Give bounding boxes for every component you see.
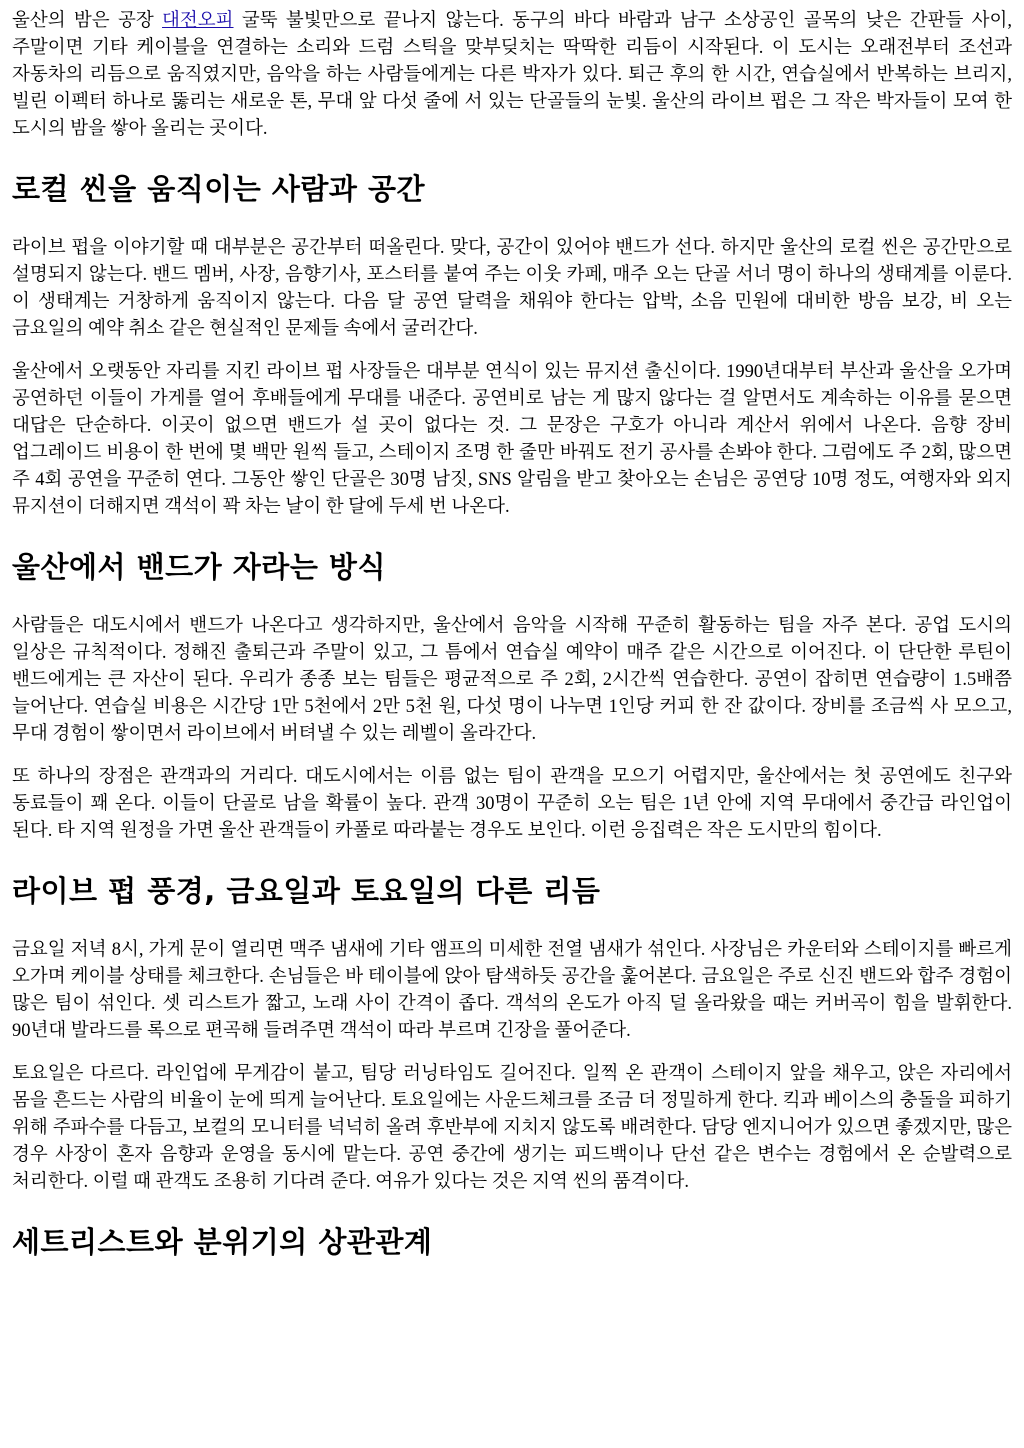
- article: [12, 8, 1012, 1262]
- section-heading-setlist-atmosphere: 세트리스트와 분위기의 상관관계: [12, 1225, 433, 1259]
- intro-link[interactable]: 대전오피: [162, 11, 234, 31]
- section-heading-band-growth: 울산에서 밴드가 자라는 방식: [12, 550, 386, 584]
- body-paragraph: 금요일 저녁 8시, 가게 문이 열리면 맥주 냄새에 기타 앰프의 미세한 전열 냄새가 섞인다. 사장님은 카운터와 스테이지를 빠르게 오가며 케이블 상태를 체크한다. 손님들은 바 테이블에 앉아 탐색하듯 공간을 훑어본다. 금요일은 주로 신진 밴드와 합주 경험이 많은 팀이 섞인다. 셋 리스트가 짧고, 노래 사이 간격이 좁다. 객석의 온도가 아직 덜 올라왔을 때는 커버곡이 힘을 발휘한다. 90년대 발라드를 록으로 편곡해 들려주면 객석이 따라 부르며 긴장을 풀어준다.: [12, 940, 1012, 1041]
- body-paragraph: 라이브 펍을 이야기할 때 대부분은 공간부터 떠올린다. 맞다, 공간이 있어야 밴드가 선다. 하지만 울산의 로컬 씬은 공간만으로 설명되지 않는다. 밴드 멤버, 사장, 음향기사, 포스터를 붙여 주는 이웃 카페, 매주 오는 단골 서너 명이 하나의 생태계를 이룬다. 이 생태계는 거창하게 움직이지 않는다. 다음 달 공연 달력을 채워야 한다는 압박, 소음 민원에 대비한 방음 보강, 비 오는 금요일의 예약 취소 같은 현실적인 문제들 속에서 굴러간다.: [12, 238, 1012, 339]
- body-paragraph: 토요일은 다르다. 라인업에 무게감이 붙고, 팀당 러닝타임도 길어진다. 일찍 온 관객이 스테이지 앞을 채우고, 앉은 자리에서 몸을 흔드는 사람의 비율이 눈에 띄게 늘어난다. 토요일에는 사운드체크를 조금 더 정밀하게 한다. 킥과 베이스의 충돌을 피하기 위해 주파수를 다듬고, 보컬의 모니터를 넉넉히 올려 후반부에 지치지 않도록 배려한다. 담당 엔지니어가 있으면 좋겠지만, 많은 경우 사장이 혼자 음향과 운영을 동시에 맡는다. 공연 중간에 생기는 피드백이나 단선 같은 변수는 경험에서 온 순발력으로 처리한다. 이럴 때 관객도 조용히 기다려 준다. 여유가 있다는 것은 지역 씬의 품격이다.: [12, 1064, 1012, 1192]
- section-heading-live-pub-scenery: 라이브 펍 풍경, 금요일과 토요일의 다른 리듬: [12, 874, 601, 908]
- intro-paragraph: [12, 8, 1012, 143]
- intro-text-after-link: 굴뚝 불빛만으로 끝나지 않는다. 동구의 바다 바람과 남구 소상공인 골목의 낮은 간판들 사이, 주말이면 기타 케이블을 연결하는 소리와 드럼 스틱을 맞부딪치는 딱딱한 리듬이 시작된다. 이 도시는 오래전부터 조선과 자동차의 리듬으로 움직였지만, 음악을 하는 사람들에게는 다른 박자가 있다. 퇴근 후의 한 시간, 연습실에서 반복하는 브리지, 빌린 이펙터 하나로 뚫리는 새로운 톤, 무대 앞 다섯 줄에 서 있는 단골들의 눈빛. 울산의 라이브 펍은 그 작은 박자들이 모여 한 도시의 밤을 쌓아 올리는 곳이다.: [12, 11, 1012, 139]
- body-paragraph: 울산에서 오랫동안 자리를 지킨 라이브 펍 사장들은 대부분 연식이 있는 뮤지션 출신이다. 1990년대부터 부산과 울산을 오가며 공연하던 이들이 가게를 열어 후배들에게 무대를 내준다. 공연비로 남는 게 많지 않다는 걸 알면서도 계속하는 이유를 묻으면 대답은 단순하다. 이곳이 없으면 밴드가 설 곳이 없다는 것. 그 문장은 구호가 아니라 계산서 위에서 나온다. 음향 장비 업그레이드 비용이 한 번에 몇 백만 원씩 들고, 스테이지 조명 한 줄만 바꿔도 전기 공사를 손봐야 한다. 그럼에도 주 2회, 많으면 주 4회 공연을 꾸준히 연다. 그동안 쌓인 단골은 30명 남짓, SNS 알림을 받고 찾아오는 손님은 공연당 10명 정도, 여행자와 외지 뮤지션이 더해지면 객석이 꽉 차는 날이 한 달에 두세 번 나온다.: [12, 362, 1012, 517]
- body-paragraph: 또 하나의 장점은 관객과의 거리다. 대도시에서는 이름 없는 팀이 관객을 모으기 어렵지만, 울산에서는 첫 공연에도 친구와 동료들이 꽤 온다. 이들이 단골로 남을 확률이 높다. 관객 30명이 꾸준히 오는 팀은 1년 안에 지역 무대에서 중간급 라인업이 된다. 타 지역 원정을 가면 울산 관객들이 카풀로 따라붙는 경우도 보인다. 이런 응집력은 작은 도시만의 힘이다.: [12, 767, 1012, 841]
- intro-text-before-link: 울산의 밤은 공장: [12, 11, 163, 31]
- body-paragraph: 사람들은 대도시에서 밴드가 나온다고 생각하지만, 울산에서 음악을 시작해 꾸준히 활동하는 팀을 자주 본다. 공업 도시의 일상은 규칙적이다. 정해진 출퇴근과 주말이 있고, 그 틈에서 연습실 예약이 매주 같은 시간으로 이어진다. 이 단단한 루틴이 밴드에게는 큰 자산이 된다. 우리가 종종 보는 팀들은 평균적으로 주 2회, 2시간씩 연습한다. 공연이 잡히면 연습량이 1.5배쯤 늘어난다. 연습실 비용은 시간당 1만 5천에서 2만 5천 원, 다섯 명이 나누면 1인당 커피 한 잔 값이다. 장비를 조금씩 사 모으고, 무대 경험이 쌓이면서 라이브에서 버텨낼 수 있는 레벨이 올라간다.: [12, 616, 1012, 744]
- section-heading-local-scene: 로컬 씬을 움직이는 사람과 공간: [12, 172, 426, 206]
